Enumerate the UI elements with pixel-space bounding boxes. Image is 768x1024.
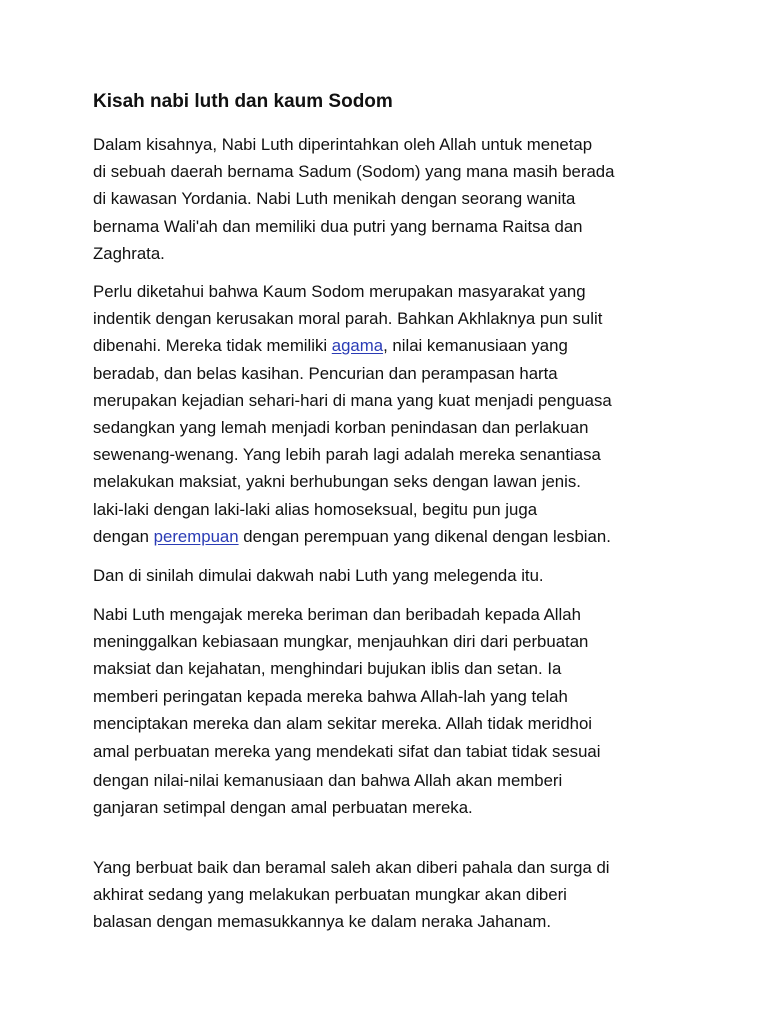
paragraph-line: beradab, dan belas kasihan. Pencurian dan perampasan harta xyxy=(93,363,558,383)
paragraph-line: akhirat sedang yang melakukan perbuatan mungkar akan diberi xyxy=(93,885,567,905)
paragraph-line: di sebuah daerah bernama Sadum (Sodom) yang mana masih berada xyxy=(93,162,615,182)
paragraph-line: bernama Wali'ah dan memiliki dua putri yang bernama Raitsa dan xyxy=(93,216,583,236)
link-perempuan[interactable]: perempuan xyxy=(153,526,239,546)
paragraph-line: melakukan maksiat, yakni berhubungan seks dengan lawan jenis. xyxy=(93,472,581,492)
paragraph-line: amal perbuatan mereka yang mendekati sifat dan tabiat tidak sesuai xyxy=(93,742,601,762)
paragraph-line: Dalam kisahnya, Nabi Luth diperintahkan oleh Allah untuk menetap xyxy=(93,135,593,154)
link-agama[interactable]: agama xyxy=(331,336,384,356)
paragraph-line: Zaghrata. xyxy=(93,243,165,263)
paragraph-line: balasan dengan memasukkannya ke dalam neraka Jahanam. xyxy=(93,912,552,932)
paragraph-line: Perlu diketahui bahwa Kaum Sodom merupakan masyarakat yang xyxy=(93,282,586,301)
paragraph-4 xyxy=(93,601,693,821)
paragraph-line: merupakan kejadian sehari-hari di mana yang kuat menjadi penguasa xyxy=(93,390,612,410)
paragraph-line: sewenang-wenang. Yang lebih parah lagi adalah mereka senantiasa xyxy=(93,445,601,465)
paragraph-3 xyxy=(93,562,693,589)
text-segment: , nilai kemanusiaan yang xyxy=(383,336,568,356)
text-segment: dengan xyxy=(93,526,154,546)
text-segment: dibenahi. Mereka tidak memiliki xyxy=(93,336,332,356)
paragraph-line: dengan nilai-nilai kemanusiaan dan bahwa Allah akan memberi xyxy=(93,771,563,791)
paragraph-line: sedangkan yang lemah menjadi korban penindasan dan perlakuan xyxy=(93,418,589,438)
paragraph-2 xyxy=(93,278,693,550)
paragraph-1 xyxy=(93,131,693,267)
paragraph-line: di kawasan Yordania. Nabi Luth menikah dengan seorang wanita xyxy=(93,189,576,209)
paragraph-line: Yang berbuat baik dan beramal saleh akan diberi pahala dan surga di xyxy=(93,858,610,877)
paragraph-line xyxy=(93,332,693,359)
paragraph-line: Dan di sinilah dimulai dakwah nabi Luth yang melegenda itu. xyxy=(93,566,544,585)
paragraph-line: indentik dengan kerusakan moral parah. Bahkan Akhlaknya pun sulit xyxy=(93,309,603,329)
paragraph-5 xyxy=(93,854,693,936)
paragraph-line: laki-laki dengan laki-laki alias homoseksual, begitu pun juga xyxy=(93,499,538,519)
paragraph-line: menciptakan mereka dan alam sekitar mereka. Allah tidak meridhoi xyxy=(93,713,593,733)
paragraph-line xyxy=(93,523,693,550)
paragraph-line: maksiat dan kejahatan, menghindari bujukan iblis dan setan. Ia xyxy=(93,659,562,679)
paragraph-line: memberi peringatan kepada mereka bahwa Allah-lah yang telah xyxy=(93,686,568,706)
paragraph-line: Nabi Luth mengajak mereka beriman dan beribadah kepada Allah xyxy=(93,605,581,624)
paragraph-line: ganjaran setimpal dengan amal perbuatan mereka. xyxy=(93,798,473,818)
document-title: Kisah nabi luth dan kaum Sodom xyxy=(93,91,393,112)
paragraph-line: meninggalkan kebiasaan mungkar, menjauhkan diri dari perbuatan xyxy=(93,632,589,652)
text-segment: dengan perempuan yang dikenal dengan lesbian. xyxy=(238,526,611,546)
